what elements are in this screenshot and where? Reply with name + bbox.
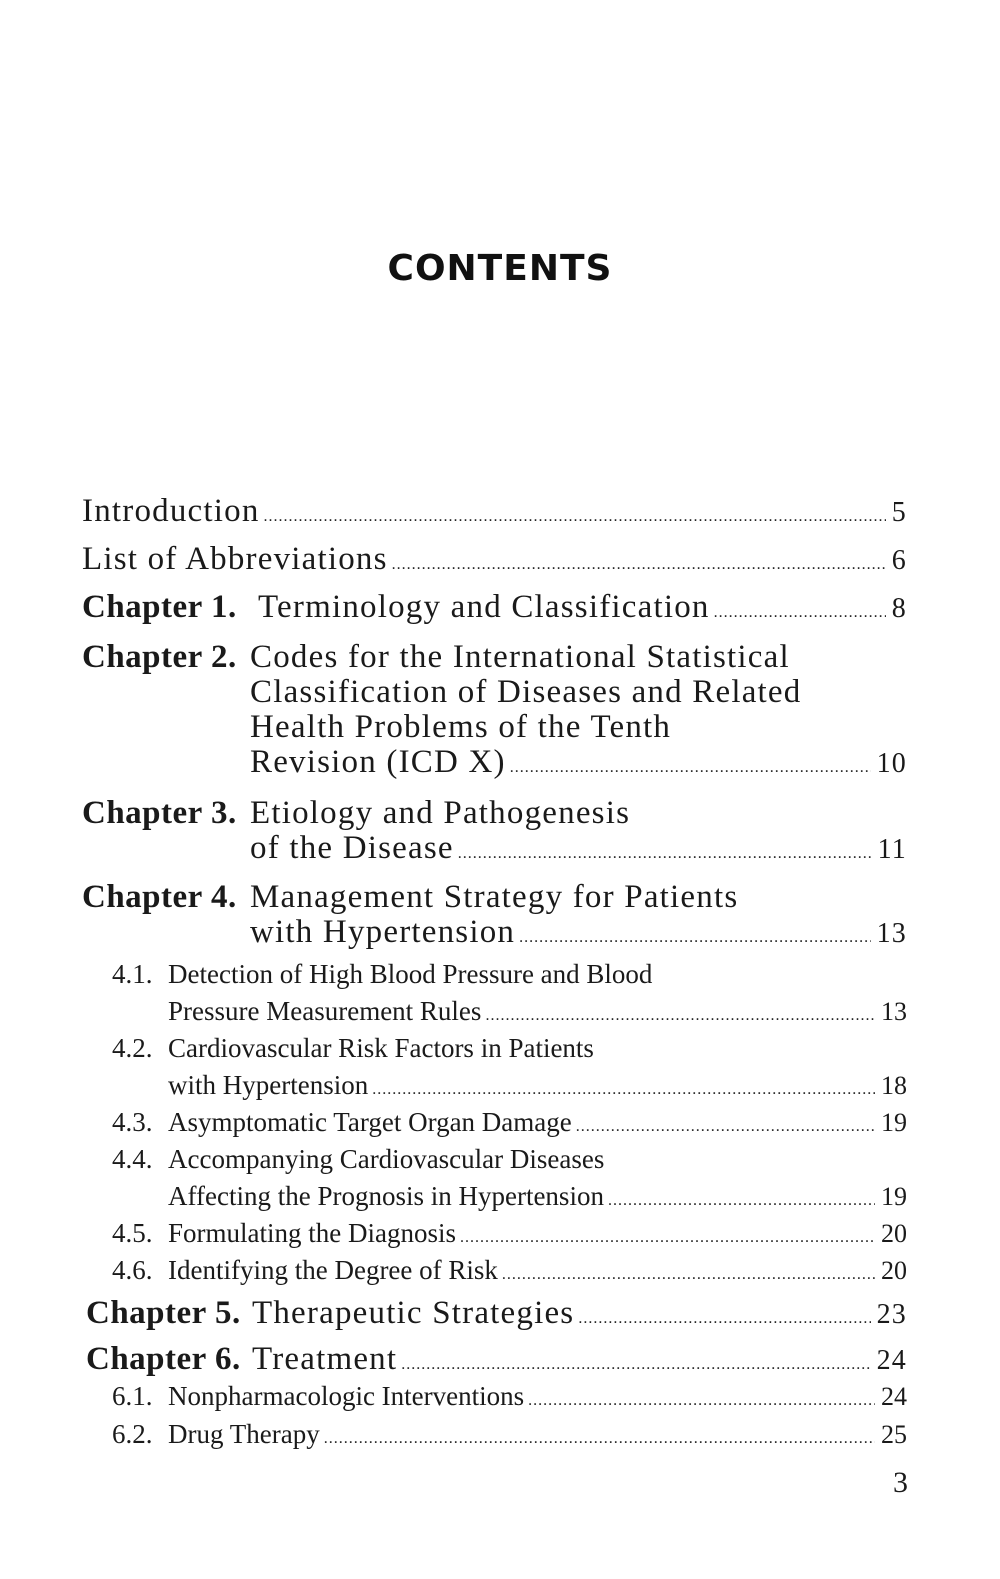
- leader-dots: [401, 1347, 870, 1382]
- toc-page-number: 24: [881, 1382, 907, 1411]
- toc-entry-chapter-2[interactable]: [82, 640, 907, 785]
- toc-entry-label: Revision (ICD X): [250, 744, 506, 780]
- section-number: 4.1.: [112, 959, 153, 989]
- toc-entry-label: Cardiovascular Risk Factors in Patients: [168, 1033, 594, 1063]
- section-number: 4.6.: [112, 1255, 153, 1285]
- toc-entry-label: with Hypertension: [168, 1070, 369, 1100]
- leader-dots: [576, 1108, 875, 1145]
- toc-entry-label: Formulating the Diagnosis: [168, 1218, 456, 1248]
- section-number: 4.3.: [112, 1107, 153, 1137]
- toc-entry-introduction[interactable]: [82, 494, 907, 534]
- leader-dots: [510, 750, 871, 785]
- toc-entry-label: of the Disease: [250, 830, 454, 866]
- toc-entry-label: Terminology and Classification: [258, 589, 710, 625]
- leader-dots: [485, 997, 875, 1034]
- leader-dots: [264, 499, 886, 534]
- toc-entry-label: with Hypertension: [250, 914, 516, 950]
- section-number: 4.2.: [112, 1033, 153, 1063]
- toc-entry-label: Etiology and Pathogenesis: [250, 795, 631, 831]
- chapter-label: Chapter 3.: [82, 795, 237, 831]
- page-title: CONTENTS: [387, 248, 613, 289]
- toc-entry-label: List of Abbreviations: [82, 541, 388, 577]
- toc-page-number: 25: [881, 1420, 907, 1449]
- toc-entry-label: Codes for the International Statistical: [250, 639, 790, 675]
- toc-entry-label: Treatment: [252, 1341, 398, 1377]
- toc-entry-label: Therapeutic Strategies: [252, 1295, 575, 1331]
- leader-dots: [460, 1219, 875, 1256]
- toc-page-number: 5: [891, 497, 907, 528]
- toc-entry-label: Health Problems of the Tenth: [250, 709, 672, 745]
- toc-page-number: 13: [876, 918, 907, 949]
- toc-page-number: 8: [891, 593, 907, 624]
- chapter-label: Chapter 4.: [82, 879, 237, 915]
- toc-page-number: 19: [881, 1108, 907, 1137]
- toc-entry-chapter-6[interactable]: [86, 1342, 907, 1382]
- chapter-label: Chapter 5.: [86, 1295, 241, 1331]
- leader-dots: [392, 547, 886, 582]
- toc-entry-section-4-1[interactable]: [82, 956, 907, 1034]
- toc-entry-section-4-4[interactable]: [82, 1141, 907, 1219]
- leader-dots: [578, 1301, 870, 1336]
- toc-entry-chapter-3[interactable]: [82, 796, 907, 871]
- toc-entry-label: Management Strategy for Patients: [250, 879, 739, 915]
- toc-entry-section-4-3[interactable]: [82, 1104, 907, 1145]
- leader-dots: [519, 920, 870, 955]
- toc-entry-label: Classification of Diseases and Related: [250, 674, 802, 710]
- chapter-label: Chapter 6.: [86, 1341, 241, 1377]
- toc-entry-label: Drug Therapy: [168, 1419, 320, 1449]
- toc-page-number: 24: [876, 1345, 907, 1376]
- chapter-label: Chapter 1.: [82, 589, 237, 625]
- leader-dots: [458, 836, 872, 871]
- leader-dots: [528, 1382, 875, 1419]
- section-number: 4.4.: [112, 1144, 153, 1174]
- section-number: 6.1.: [112, 1381, 153, 1411]
- toc-page-number: 20: [881, 1256, 907, 1285]
- leader-dots: [502, 1256, 875, 1293]
- leader-dots: [372, 1071, 875, 1108]
- toc-page-number: 6: [891, 545, 907, 576]
- section-number: 4.5.: [112, 1218, 153, 1248]
- page-number: 3: [893, 1466, 908, 1499]
- chapter-label: Chapter 2.: [82, 639, 237, 675]
- toc-entry-chapter-4[interactable]: [82, 880, 907, 955]
- toc-entry-label: Affecting the Prognosis in Hypertension: [168, 1181, 604, 1211]
- toc-entry-label: Detection of High Blood Pressure and Blood: [168, 959, 653, 989]
- toc-entry-section-4-6[interactable]: [82, 1252, 907, 1293]
- toc-page-number: 19: [881, 1182, 907, 1211]
- toc-entry-label: Accompanying Cardiovascular Diseases: [168, 1144, 605, 1174]
- leader-dots: [714, 595, 886, 630]
- toc-entry-section-4-2[interactable]: [82, 1030, 907, 1108]
- toc-page-number: 11: [877, 834, 907, 865]
- toc-entry-label: Identifying the Degree of Risk: [168, 1255, 498, 1285]
- toc-entry-label: Pressure Measurement Rules: [168, 996, 482, 1026]
- toc-page-number: 23: [876, 1299, 907, 1330]
- toc-entry-section-4-5[interactable]: [82, 1215, 907, 1256]
- toc-entry-label: Nonpharmacologic Interventions: [168, 1381, 525, 1411]
- toc-entry-abbreviations[interactable]: [82, 542, 907, 582]
- leader-dots: [608, 1182, 875, 1219]
- toc-entry-section-6-1[interactable]: [82, 1378, 907, 1419]
- toc-entry-section-6-2[interactable]: [82, 1416, 907, 1457]
- toc-entry-label: Introduction: [82, 493, 260, 529]
- toc-page-number: 13: [881, 997, 907, 1026]
- toc-entry-label: Asymptomatic Target Organ Damage: [168, 1107, 572, 1137]
- toc-page-number: 10: [876, 748, 907, 779]
- leader-dots: [324, 1420, 875, 1457]
- section-number: 6.2.: [112, 1419, 153, 1449]
- toc-entry-chapter-5[interactable]: [86, 1296, 907, 1336]
- toc-page-number: 20: [881, 1219, 907, 1248]
- toc-page-number: 18: [881, 1071, 907, 1100]
- toc-entry-chapter-1[interactable]: [82, 590, 907, 630]
